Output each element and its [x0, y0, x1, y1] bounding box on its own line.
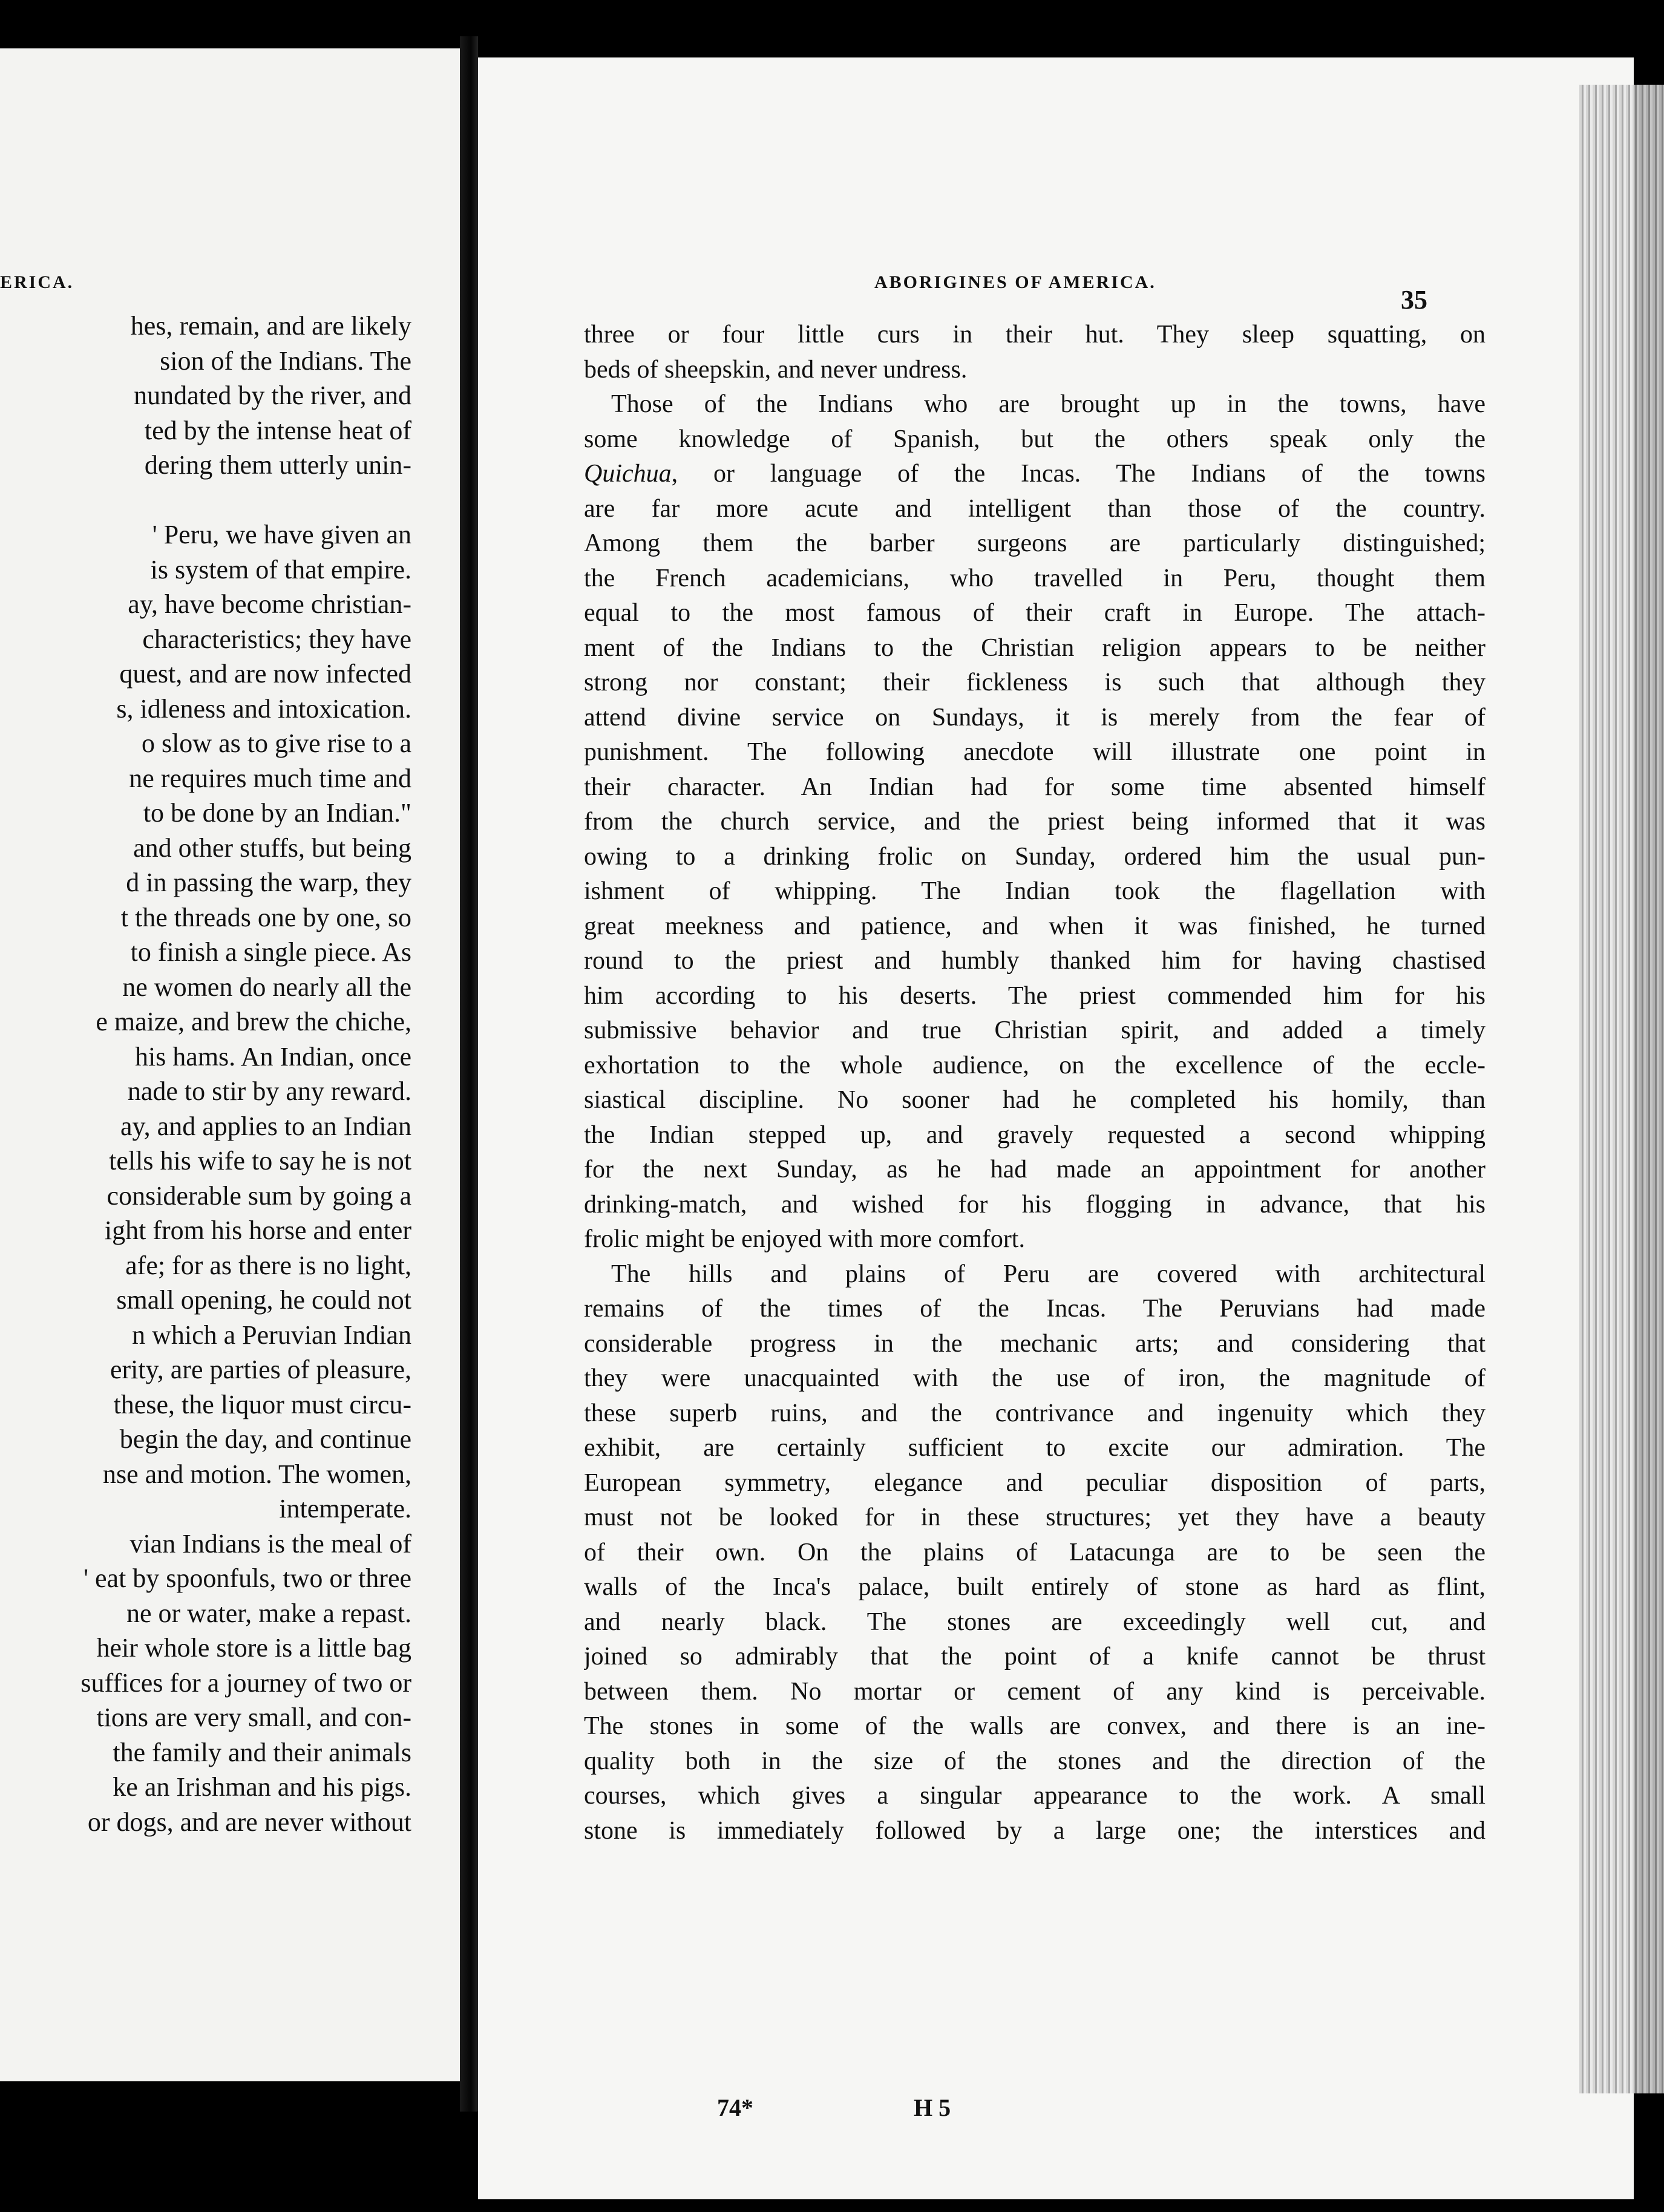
text-line: tells his wife to say he is not	[109, 1146, 411, 1176]
text-line: drinking-match, and wished for his flogging in advance, that his	[584, 1190, 1485, 1219]
text-line: o slow as to give rise to a	[141, 728, 411, 758]
left-running-head: ERICA.	[0, 272, 74, 292]
text-line: afe; for as there is no light,	[125, 1250, 411, 1280]
text-line: t the threads one by one, so	[120, 902, 411, 932]
text-line: suffices for a journey of two or	[80, 1667, 411, 1698]
text-line: siastical discipline. No sooner had he completed his homily, than	[584, 1086, 1485, 1114]
text-line: must not be looked for in these structures; yet they have a beauty	[584, 1504, 1485, 1531]
text-line: considerable progress in the mechanic arts; and considering that	[584, 1329, 1485, 1358]
text-line	[0, 483, 418, 518]
text-line: tions are very small, and con-	[96, 1703, 411, 1732]
text-line: these superb ruins, and the contrivance and ingenuity which they	[584, 1399, 1485, 1427]
text-line: d in passing the warp, they	[126, 868, 411, 897]
text-line: ment of the Indians to the Christian religion appears to be neither	[584, 633, 1485, 662]
text-line: submissive behavior and true Christian spirit, and added a timely	[584, 1016, 1485, 1044]
text-line: exhortation to the whole audience, on the excellence of the eccle-	[584, 1051, 1485, 1079]
text-line: of their own. On the plains of Latacunga are to be seen the	[584, 1538, 1485, 1566]
text-line: are far more acute and intelligent than those of the country.	[584, 494, 1485, 523]
text-line: ' eat by spoonfuls, two or three	[84, 1563, 411, 1593]
text-line: some knowledge of Spanish, but the others speak only the	[584, 425, 1485, 453]
text-line: equal to the most famous of their craft in Europe. The attach-	[584, 599, 1485, 627]
text-line: small opening, he could not	[116, 1285, 411, 1315]
text-line: ted by the intense heat of	[144, 415, 411, 445]
text-line: sion of the Indians. The	[160, 345, 411, 376]
text-line: ke an Irishman and his pigs.	[113, 1772, 411, 1802]
text-line: quality both in the size of the stones and the direction of the	[584, 1747, 1485, 1775]
text-line: strong nor constant; their fickleness is such that although they	[584, 669, 1485, 696]
text-line: punishment. The following anecdote will illustrate one point in	[584, 738, 1485, 766]
text-line: intemperate.	[279, 1494, 411, 1523]
text-line: hes, remain, and are likely	[130, 311, 411, 341]
text-line: Among them the barber surgeons are particularly distinguished;	[584, 529, 1485, 557]
text-line: the French academicians, who travelled in Peru, thought them	[584, 564, 1485, 592]
text-line: remains of the times of the Incas. The Peruvians had made	[584, 1295, 1485, 1323]
text-line: characteristics; they have	[142, 624, 411, 654]
text-line: their character. An Indian had for some time absented himself	[584, 773, 1485, 801]
text-line: nundated by the river, and	[134, 381, 411, 410]
text-line: ishment of whipping. The Indian took the flagellation with	[584, 877, 1485, 905]
text-line: great meekness and patience, and when it was finished, he turned	[584, 912, 1485, 940]
page-number: 35	[1401, 285, 1427, 315]
text-line: ' Peru, we have given an	[152, 520, 411, 549]
text-line: nse and motion. The women,	[103, 1459, 411, 1489]
text-line: e maize, and brew the chiche,	[96, 1007, 411, 1036]
text-line: the Indian stepped up, and gravely requested a second whipping	[584, 1121, 1485, 1149]
text-line: attend divine service on Sundays, it is merely from the fear of	[584, 703, 1485, 731]
text-line: ne or water, make a repast.	[126, 1598, 411, 1628]
text-line: to finish a single piece. As	[130, 937, 411, 967]
text-line: frolic might be enjoyed with more comfort.	[584, 1225, 1025, 1253]
text-line: Quichua, or language of the Incas. The Indians of the towns	[584, 460, 1485, 488]
text-line: for the next Sunday, as he had made an appointment for another	[584, 1156, 1485, 1183]
right-page	[478, 57, 1634, 2199]
text-line: three or four little curs in their hut. They sleep squatting, on	[584, 321, 1485, 348]
text-line: heir whole store is a little bag	[96, 1633, 411, 1663]
text-line: dering them utterly unin-	[144, 450, 411, 480]
left-page	[0, 48, 460, 2081]
text-line: and other stuffs, but being	[133, 833, 411, 863]
text-line: between them. No mortar or cement of any kind is perceivable.	[584, 1677, 1485, 1706]
page-edges	[1579, 85, 1664, 2093]
text-line: begin the day, and continue	[119, 1424, 411, 1454]
text-line: ne requires much time and	[129, 763, 411, 793]
text-line: they were unacquainted with the use of iron, the magnitude of	[584, 1364, 1485, 1392]
text-line: quest, and are now infected	[119, 659, 411, 689]
text-line: ay, and applies to an Indian	[120, 1111, 411, 1141]
text-line: The stones in some of the walls are convex, and there is an ine-	[584, 1712, 1485, 1740]
text-line: ne women do nearly all the	[122, 972, 411, 1002]
text-line: nade to stir by any reward.	[127, 1076, 411, 1106]
text-line: beds of sheepskin, and never undress.	[584, 355, 968, 384]
right-running-head: ABORIGINES OF AMERICA.	[874, 272, 1156, 292]
text-line: round to the priest and humbly thanked him for having chastised	[584, 947, 1485, 975]
text-line: these, the liquor must circu-	[113, 1389, 411, 1419]
text-line: and nearly black. The stones are exceedingly well cut, and	[584, 1608, 1485, 1636]
text-line: stone is immediately followed by a large one; the interstices and	[584, 1816, 1485, 1845]
text-line: The hills and plains of Peru are covered with architectural	[611, 1260, 1485, 1288]
italic-term: Quichua	[584, 460, 672, 488]
text-line: ay, have become christian-	[128, 589, 411, 619]
text-line: owing to a drinking frolic on Sunday, ordered him the usual pun-	[584, 842, 1485, 871]
text-line: European symmetry, elegance and peculiar disposition of parts,	[584, 1468, 1485, 1497]
text-line: him according to his deserts. The priest commended him for his	[584, 981, 1485, 1010]
text-line: ight from his horse and enter	[104, 1216, 411, 1245]
text-line: Those of the Indians who are brought up in the towns, have	[611, 390, 1485, 418]
text-line: to be done by an Indian."	[143, 798, 411, 828]
text-line: his hams. An Indian, once	[134, 1041, 411, 1072]
text-line: is system of that empire.	[150, 554, 411, 584]
text-line: vian Indians is the meal of	[129, 1528, 411, 1559]
signature-number: 74*	[717, 2094, 753, 2121]
text-line: or dogs, and are never without	[87, 1807, 411, 1837]
left-page-text	[0, 309, 418, 1839]
text-line: walls of the Inca's palace, built entirely of stone as hard as flint,	[584, 1573, 1485, 1601]
text-line: from the church service, and the priest being informed that it was	[584, 808, 1485, 836]
text-line: s, idleness and intoxication.	[116, 693, 411, 724]
text-line: joined so admirably that the point of a knife cannot be thrust	[584, 1643, 1485, 1670]
text-line: courses, which gives a singular appearance to the work. A small	[584, 1782, 1485, 1810]
text-line: considerable sum by going a	[106, 1180, 411, 1211]
signature-mark: H 5	[914, 2094, 951, 2121]
book-gutter	[460, 36, 478, 2112]
text-line: the family and their animals	[113, 1737, 411, 1767]
text-line: exhibit, are certainly sufficient to excite our admiration. The	[584, 1434, 1485, 1462]
text-line: n which a Peruvian Indian	[132, 1320, 411, 1350]
right-page-text	[584, 318, 1485, 1848]
text-line: erity, are parties of pleasure,	[110, 1355, 411, 1384]
